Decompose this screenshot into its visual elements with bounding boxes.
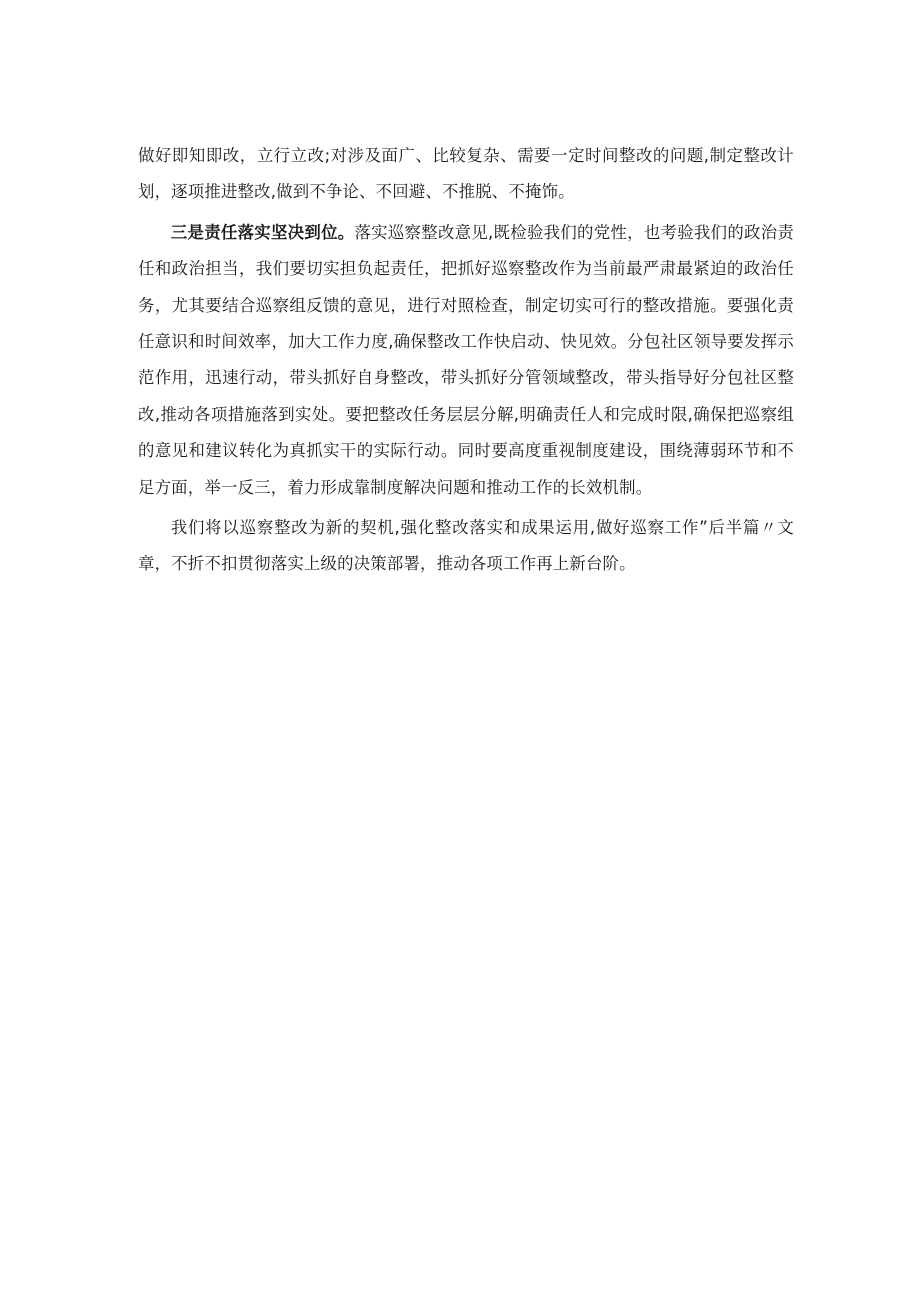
paragraph-closing [138,510,794,583]
paragraph-text: 我们将以巡察整改为新的契机,强化整改落实和成果运用,做好巡察工作”后半篇〃文章，不折不扣贯彻落实上级的决策部署，推动各项工作再上新台阶。 [138,518,794,574]
paragraph-responsibility [138,215,794,506]
paragraph-text: 做好即知即改，立行立改;对涉及面广、比较复杂、需要一定时间整改的问题,制定整改计划，逐项推进整改,做到不争论、不回避、不推脱、不掩饰。 [138,146,794,202]
paragraph-lead-heading: 三是责任落实坚决到位。 [170,222,355,242]
paragraph-continuation [138,138,794,211]
document-page [138,138,794,583]
paragraph-text: 落实巡察整改意见,既检验我们的党性，也考验我们的政治责任和政治担当，我们要切实担负起责任，把抓好巡察整改作为当前最严肃最紧迫的政治任务，尤其要结合巡察组反馈的意见，进行对照检查，制定切实可行的整改措施。要强化责任意识和时间效率，加大工作力度,确保整改工作快启动、快见效。分包社区领导要发挥示范作用，迅速行动，带头抓好自身整改，带头抓好分管领域整改，带头指导好分包社区整改,推动各项措施落到实处。要把整改任务层层分解,明确责任人和完成时限,确保把巡察组的意见和建议转化为真抓实干的实际行动。同时要高度重视制度建设，围绕薄弱环节和不足方面，举一反三，着力形成靠制度解决问题和推动工作的长效机制。 [138,222,795,497]
